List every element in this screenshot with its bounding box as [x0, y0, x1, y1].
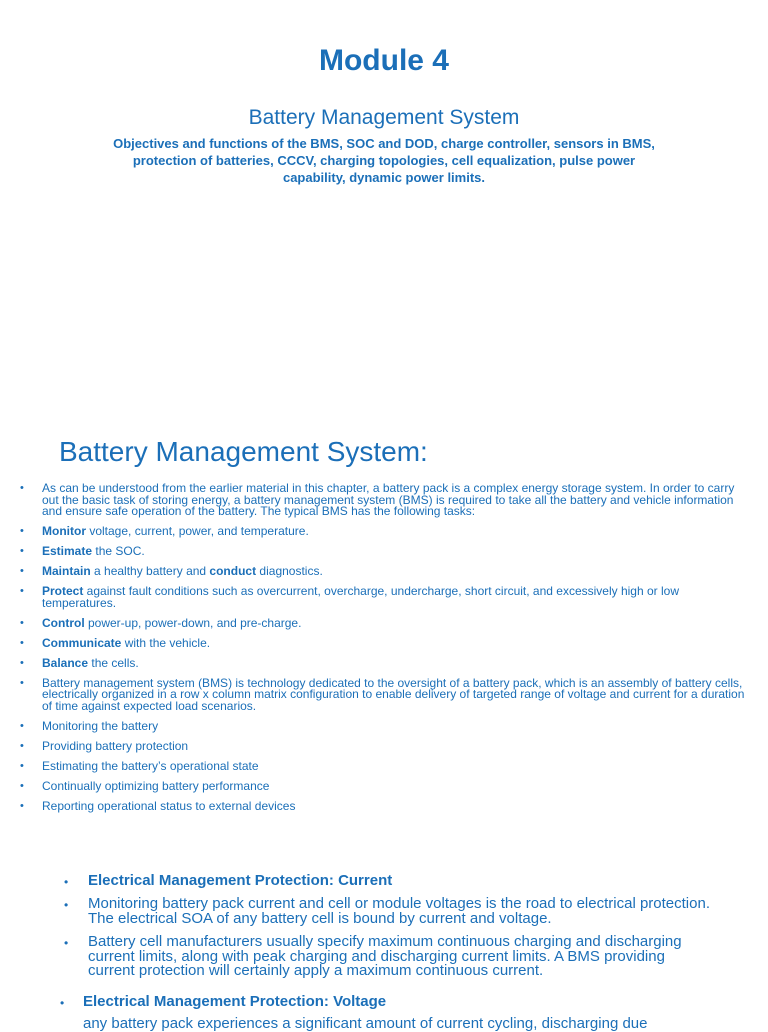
bullet: •: [20, 719, 24, 732]
bullet: •: [20, 636, 24, 649]
bms-task-item: [0, 778, 768, 793]
bullet: •: [20, 482, 24, 494]
task-text: the SOC.: [92, 544, 145, 558]
bms-task-item: [0, 586, 768, 609]
task-keyword: Control: [42, 615, 85, 630]
task-text: diagnostics.: [256, 564, 323, 578]
task-text: Estimating the battery’s operational state: [42, 758, 259, 773]
task-text: power-up, power-down, and pre-charge.: [84, 615, 302, 630]
bms-task-item: [0, 738, 768, 753]
bullet: •: [20, 676, 24, 689]
current-paragraph-1-text: Monitoring battery pack current and cell or module voltages is the road to electrical protection. The electrical SOA of any battery cell is bound by current and voltage.: [88, 895, 710, 927]
task-keyword: Communicate: [42, 635, 122, 650]
current-paragraph-2-text: Battery cell manufacturers usually specify maximum continuous charging and discharging current limits, along with peak charging and discharging current limits. A BMS providing current protection will certainly apply a maximum continuous current.: [88, 933, 682, 979]
bms-task-item: [0, 675, 768, 713]
task-keyword: Balance: [42, 655, 89, 670]
voltage-paragraph-1-text: any battery pack experiences a significant amount of current cycling, discharging due: [83, 1015, 648, 1032]
task-text: a healthy battery and: [90, 564, 210, 578]
bullet: •: [64, 936, 69, 950]
bms-task-item: [0, 526, 768, 538]
task-text: Monitoring the battery: [42, 718, 159, 733]
current-heading: Electrical Management Protection: Current: [88, 872, 393, 889]
task-text: Providing battery protection: [42, 738, 189, 753]
task-text: As can be understood from the earlier material in this chapter, a battery pack is a complex energy storage system. In order to carry out the basic task of storing energy, a battery management system (BMS) is required to take all the battery and vehicle information and ensure safe operation of the battery. The typical BMS has the following tasks:: [42, 481, 735, 518]
bullet: •: [20, 799, 24, 812]
bullet: •: [20, 779, 24, 792]
bullet: •: [20, 525, 24, 537]
subtitle: Battery Management System: [248, 106, 520, 129]
bms-task-item: [0, 758, 768, 773]
title-slide: [0, 0, 768, 420]
task-text: with the vehicle.: [121, 635, 211, 650]
bms-task-item: [0, 798, 768, 813]
bullet: •: [64, 875, 69, 889]
task-text: the cells.: [88, 655, 139, 670]
objectives-text: Objectives and functions of the BMS, SOC and DOD, charge controller, sensors in BMS, protection of batteries, CCCV, charging topologies, cell equalization, pulse power capability, dynamic power limits.: [113, 136, 655, 185]
task-text: against fault conditions such as overcurrent, overcharge, undercharge, short circuit, and excessively high or low temperatures.: [42, 584, 679, 610]
task-keyword: Estimate: [42, 544, 93, 558]
module-title: Module 4: [318, 44, 449, 77]
bms-task-list: [0, 483, 768, 821]
voltage-heading: Electrical Management Protection: Voltage: [83, 993, 387, 1010]
bms-task-item: [0, 483, 768, 518]
bullet: •: [64, 898, 69, 912]
bms-task-item: [0, 635, 768, 650]
bms-heading: Battery Management System:: [59, 436, 428, 467]
task-text: Battery management system (BMS) is technology dedicated to the oversight of a battery pack, which is an assembly of battery cells, electrically organized in a row x column matrix configuration to enable delivery of targeted range of voltage and current for a duration of time against expected load scenarios.: [42, 675, 745, 713]
bms-task-item: [0, 655, 768, 670]
bullet: •: [20, 739, 24, 752]
task-keyword: Protect: [42, 584, 84, 598]
bullet: •: [20, 565, 24, 577]
bullet: •: [60, 996, 65, 1010]
bullet: •: [20, 616, 24, 629]
task-text: voltage, current, power, and temperature.: [86, 524, 309, 538]
bullet: •: [20, 545, 24, 557]
task-text: Continually optimizing battery performance: [42, 778, 270, 793]
task-keyword: Monitor: [42, 524, 86, 538]
task-text: Reporting operational status to external devices: [42, 798, 296, 813]
bms-task-item: [0, 615, 768, 630]
bullet: •: [20, 759, 24, 772]
bms-task-item: [0, 718, 768, 733]
bullet: •: [20, 656, 24, 669]
bms-task-item: [0, 566, 768, 578]
bullet: •: [20, 585, 24, 597]
bms-task-item: [0, 546, 768, 558]
task-keyword: conduct: [209, 564, 257, 578]
task-keyword: Maintain: [42, 564, 91, 578]
